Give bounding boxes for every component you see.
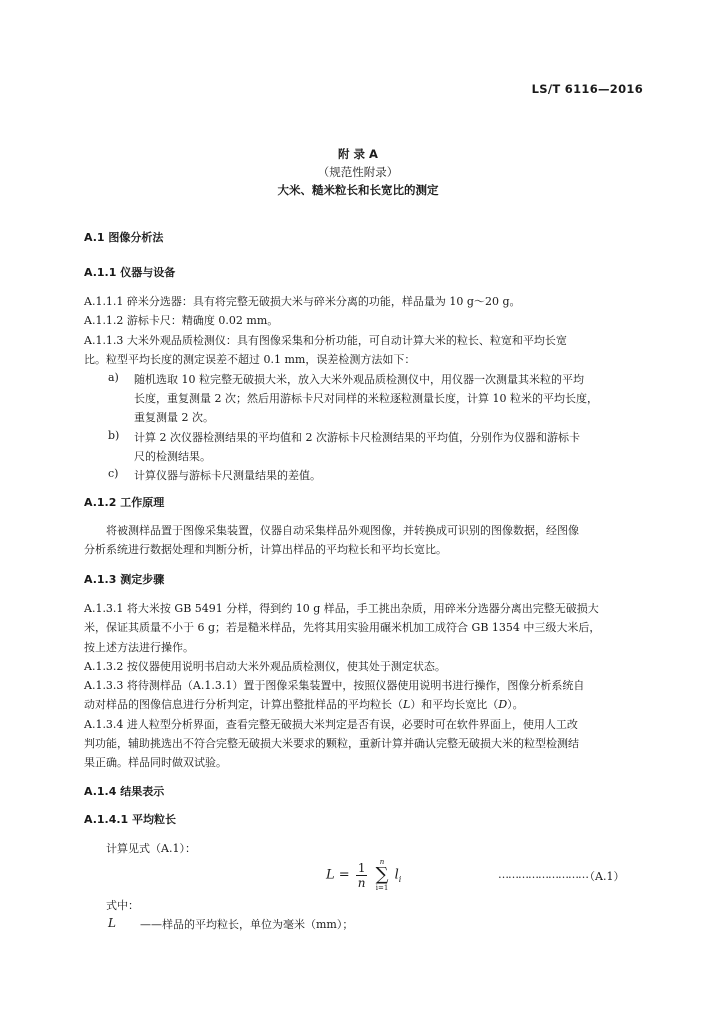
heading-a13: A.1.3 测定步骤 bbox=[84, 573, 165, 586]
list-label-c: c) bbox=[108, 467, 119, 480]
para-a133-line2-text-b: ）和平均长宽比（ bbox=[410, 698, 499, 711]
para-a134-line3: 果正确。样品同时做双试验。 bbox=[84, 756, 227, 769]
para-a12-line2: 分析系统进行数据处理和判断分析，计算出样品的平均粒长和平均长宽比。 bbox=[84, 543, 447, 556]
formula-label: （A.1） bbox=[584, 870, 625, 883]
para-a133-line2 bbox=[84, 696, 524, 712]
formula-leader-dots: ……………………… bbox=[498, 868, 588, 881]
where-label: 式中： bbox=[106, 899, 139, 912]
list-label-b: b) bbox=[108, 429, 120, 442]
list-a-line2: 长度，重复测量 2 次；然后用游标卡尺对同样的米粒逐粒测量长度，计算 10 粒米的平均长度， bbox=[134, 392, 598, 405]
para-a133-line2-text-c: ）。 bbox=[507, 698, 524, 711]
heading-a12: A.1.2 工作原理 bbox=[84, 496, 165, 509]
sigma-symbol: ∑ bbox=[375, 864, 389, 885]
appendix-title: 附 录 A bbox=[338, 147, 378, 161]
formula-fraction bbox=[356, 861, 368, 890]
sigma-lower: i=1 bbox=[375, 884, 389, 892]
para-a133-line1: A.1.3.3 将待测样品（A.1.3.1）置于图像采集装置中，按照仪器使用说明书进行操作，图像分析系统自 bbox=[84, 679, 585, 692]
formula-intro: 计算见式（A.1）： bbox=[106, 842, 196, 855]
list-b-line1: 计算 2 次仪器检测结果的平均值和 2 次游标卡尺检测结果的平均值，分别作为仪器和游标卡 bbox=[134, 431, 580, 444]
para-a113-line1: A.1.1.3 大米外观品质检测仪：具有图像采集和分析功能，可自动计算大米的粒长、粒宽和平均长宽 bbox=[84, 334, 567, 347]
para-a131-line3: 按上述方法进行操作。 bbox=[84, 641, 194, 654]
heading-a14: A.1.4 结果表示 bbox=[84, 785, 165, 798]
list-b-line2: 尺的检测结果。 bbox=[134, 450, 211, 463]
fraction-numerator: 1 bbox=[357, 860, 366, 875]
list-label-a: a) bbox=[108, 371, 119, 384]
para-a131-line2: 米，保证其质量不小于 6 g；若是糙米样品，先将其用实验用碾米机加工成符合 GB 1354 中三级大米后， bbox=[84, 621, 601, 634]
document-code: LS/T 6116—2016 bbox=[531, 82, 643, 96]
appendix-subtitle: （规范性附录） bbox=[317, 165, 399, 179]
symbol-L: L bbox=[403, 698, 411, 711]
sigma-upper: n bbox=[379, 858, 385, 866]
para-a112: A.1.1.2 游标卡尺：精确度 0.02 mm。 bbox=[84, 314, 279, 327]
para-a132: A.1.3.2 按仪器使用说明书启动大米外观品质检测仪，使其处于测定状态。 bbox=[84, 660, 446, 673]
fraction-denominator: n bbox=[357, 875, 366, 890]
para-a133-line2-text-a: 动对样品的图像信息进行分析判定，计算出整批样品的平均粒长（ bbox=[84, 698, 403, 711]
list-a-line3: 重复测量 2 次。 bbox=[134, 411, 214, 424]
heading-a11: A.1.1 仪器与设备 bbox=[84, 266, 176, 279]
formula-a1 bbox=[326, 858, 401, 892]
list-a-line1: 随机选取 10 粒完整无破损大米，放入大米外观品质检测仪中，用仪器一次测量其米粒的平均 bbox=[134, 373, 584, 386]
para-a131-line1: A.1.3.1 将大米按 GB 5491 分样，得到约 10 g 样品，手工挑出杂质，用碎米分选器分离出完整无破损大 bbox=[84, 602, 599, 615]
formula-term: l bbox=[394, 867, 399, 883]
definition-L: ——样品的平均粒长，单位为毫米（mm）； bbox=[140, 918, 354, 931]
para-a113-line2: 比。粒型平均长度的测定误差不超过 0.1 mm，误差检测方法如下： bbox=[84, 353, 416, 366]
heading-a1: A.1 图像分析法 bbox=[84, 231, 164, 244]
formula-lhs: L bbox=[326, 867, 335, 883]
summation bbox=[376, 858, 389, 892]
para-a111: A.1.1.1 碎米分选器：具有将完整无破损大米与碎米分离的功能，样品量为 10 g～20 g。 bbox=[84, 295, 521, 308]
para-a12-line1: 将被测样品置于图像采集装置，仪器自动采集样品外观图像，并转换成可识别的图像数据，经图像 bbox=[106, 524, 579, 537]
symbol-D: D bbox=[498, 698, 508, 711]
para-a134-line2: 判功能，辅助挑选出不符合完整无破损大米要求的颗粒，重新计算并确认完整无破损大米的粒型检测结 bbox=[84, 737, 579, 750]
definition-symbol-L: L bbox=[108, 916, 116, 930]
heading-a141: A.1.4.1 平均粒长 bbox=[84, 813, 177, 826]
list-c-line1: 计算仪器与游标卡尺测量结果的差值。 bbox=[134, 469, 321, 482]
para-a134-line1: A.1.3.4 进人粒型分析界面，查看完整无破损大米判定是否有误，必要时可在软件界面上，使用人工改 bbox=[84, 718, 578, 731]
appendix-name: 大米、糙米粒长和长宽比的测定 bbox=[277, 183, 439, 197]
formula-term-subscript: i bbox=[398, 875, 402, 885]
formula-equals: = bbox=[338, 867, 350, 883]
